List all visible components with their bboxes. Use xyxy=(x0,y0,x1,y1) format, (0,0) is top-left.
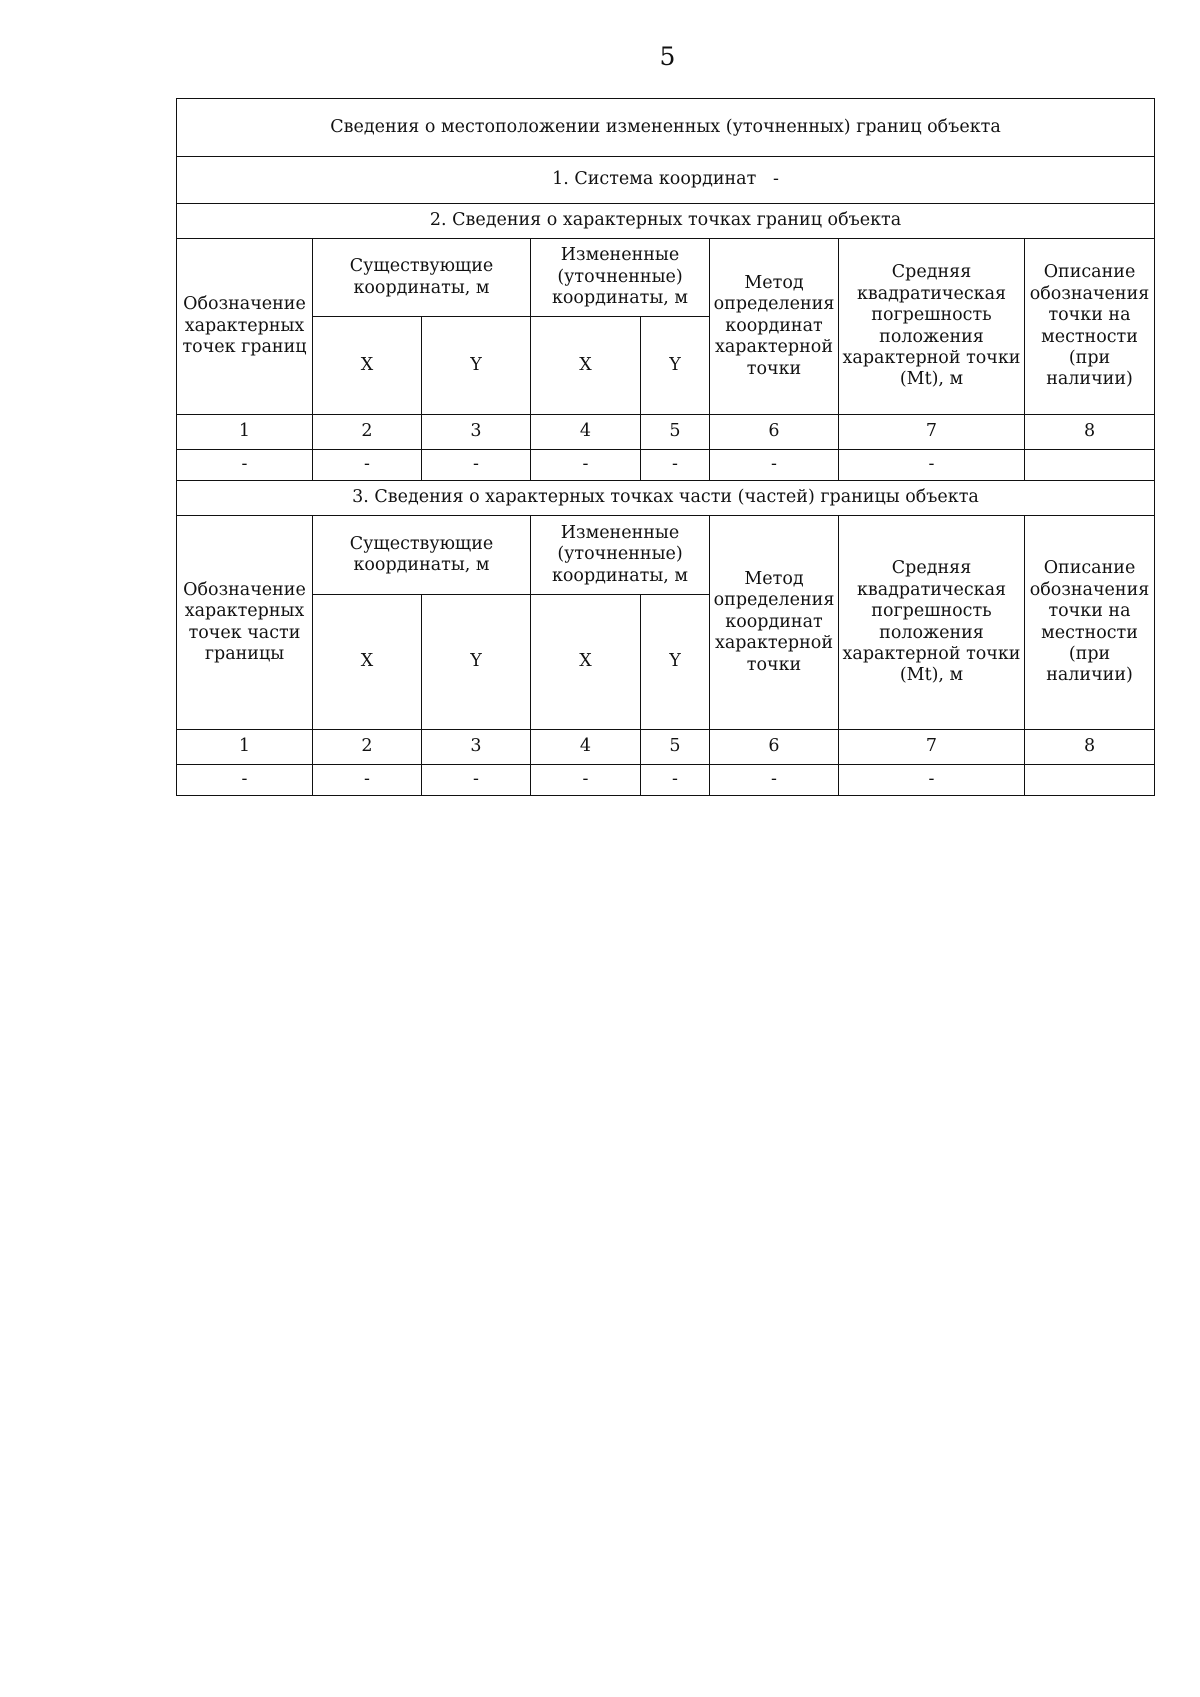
table-cell: - xyxy=(313,765,422,796)
s2-method-header: Метод определения координат характерной точки xyxy=(710,239,839,415)
s3-changed-x: X xyxy=(531,595,641,730)
table-cell: - xyxy=(177,765,313,796)
section3-column-numbers xyxy=(177,730,1155,765)
s3-colnum: 5 xyxy=(641,730,710,765)
s3-colnum: 8 xyxy=(1025,730,1155,765)
s3-colnum: 2 xyxy=(313,730,422,765)
table-cell: - xyxy=(641,450,710,481)
s2-changed-y: Y xyxy=(641,317,710,415)
s2-existing-header: Существующие координаты, м xyxy=(313,239,531,317)
s2-designation-header: Обозначение характерных точек границ xyxy=(177,239,313,415)
section1-value: - xyxy=(773,169,779,190)
s2-colnum: 6 xyxy=(710,415,839,450)
s3-changed-y: Y xyxy=(641,595,710,730)
s2-colnum: 3 xyxy=(422,415,531,450)
s3-designation-header: Обозначение характерных точек части границы xyxy=(177,516,313,730)
s3-method-header: Метод определения координат характерной точки xyxy=(710,516,839,730)
s2-changed-header: Измененные (уточненные) координаты, м xyxy=(531,239,710,317)
table-cell: - xyxy=(422,765,531,796)
s3-existing-x: X xyxy=(313,595,422,730)
table-cell: - xyxy=(531,450,641,481)
page-number: 5 xyxy=(659,42,676,71)
section1-label: 1. Система координат xyxy=(552,169,757,190)
table-cell xyxy=(1025,765,1155,796)
table-cell: - xyxy=(839,765,1025,796)
s2-colnum: 2 xyxy=(313,415,422,450)
section3-row xyxy=(177,481,1155,516)
table-cell: - xyxy=(641,765,710,796)
title-row xyxy=(177,99,1155,157)
table-cell: - xyxy=(531,765,641,796)
s3-existing-header: Существующие координаты, м xyxy=(313,516,531,595)
s3-colnum: 1 xyxy=(177,730,313,765)
section3-label: 3. Сведения о характерных точках части (частей) границы объекта xyxy=(177,481,1155,516)
s2-changed-x: X xyxy=(531,317,641,415)
s3-existing-y: Y xyxy=(422,595,531,730)
s3-error-header: Средняя квадратическая погрешность положения характерной точки (Mt), м xyxy=(839,516,1025,730)
table-cell: - xyxy=(177,450,313,481)
s3-description-header: Описание обозначения точки на местности (при наличии) xyxy=(1025,516,1155,730)
s2-colnum: 4 xyxy=(531,415,641,450)
s3-colnum: 7 xyxy=(839,730,1025,765)
boundary-info-table xyxy=(176,98,1155,796)
section2-header-top xyxy=(177,239,1155,317)
table-cell: - xyxy=(710,450,839,481)
section3-header-top xyxy=(177,516,1155,595)
s2-description-header: Описание обозначения точки на местности (при наличии) xyxy=(1025,239,1155,415)
table-cell xyxy=(1025,450,1155,481)
section2-column-numbers xyxy=(177,415,1155,450)
table-cell: - xyxy=(839,450,1025,481)
table-row xyxy=(177,450,1155,481)
s3-colnum: 6 xyxy=(710,730,839,765)
section2-label: 2. Сведения о характерных точках границ объекта xyxy=(177,204,1155,239)
table-cell: - xyxy=(313,450,422,481)
s2-error-header: Средняя квадратическая погрешность положения характерной точки (Mt), м xyxy=(839,239,1025,415)
table-row xyxy=(177,765,1155,796)
s2-existing-x: X xyxy=(313,317,422,415)
s3-colnum: 4 xyxy=(531,730,641,765)
s2-existing-y: Y xyxy=(422,317,531,415)
s2-colnum: 1 xyxy=(177,415,313,450)
s2-colnum: 7 xyxy=(839,415,1025,450)
s2-colnum: 8 xyxy=(1025,415,1155,450)
table-title: Сведения о местоположении измененных (уточненных) границ объекта xyxy=(177,99,1155,157)
table-cell: - xyxy=(710,765,839,796)
section1-row xyxy=(177,157,1155,204)
s2-colnum: 5 xyxy=(641,415,710,450)
table-cell: - xyxy=(422,450,531,481)
section1-cell xyxy=(177,157,1155,204)
section2-row xyxy=(177,204,1155,239)
s3-colnum: 3 xyxy=(422,730,531,765)
s3-changed-header: Измененные (уточненные) координаты, м xyxy=(531,516,710,595)
